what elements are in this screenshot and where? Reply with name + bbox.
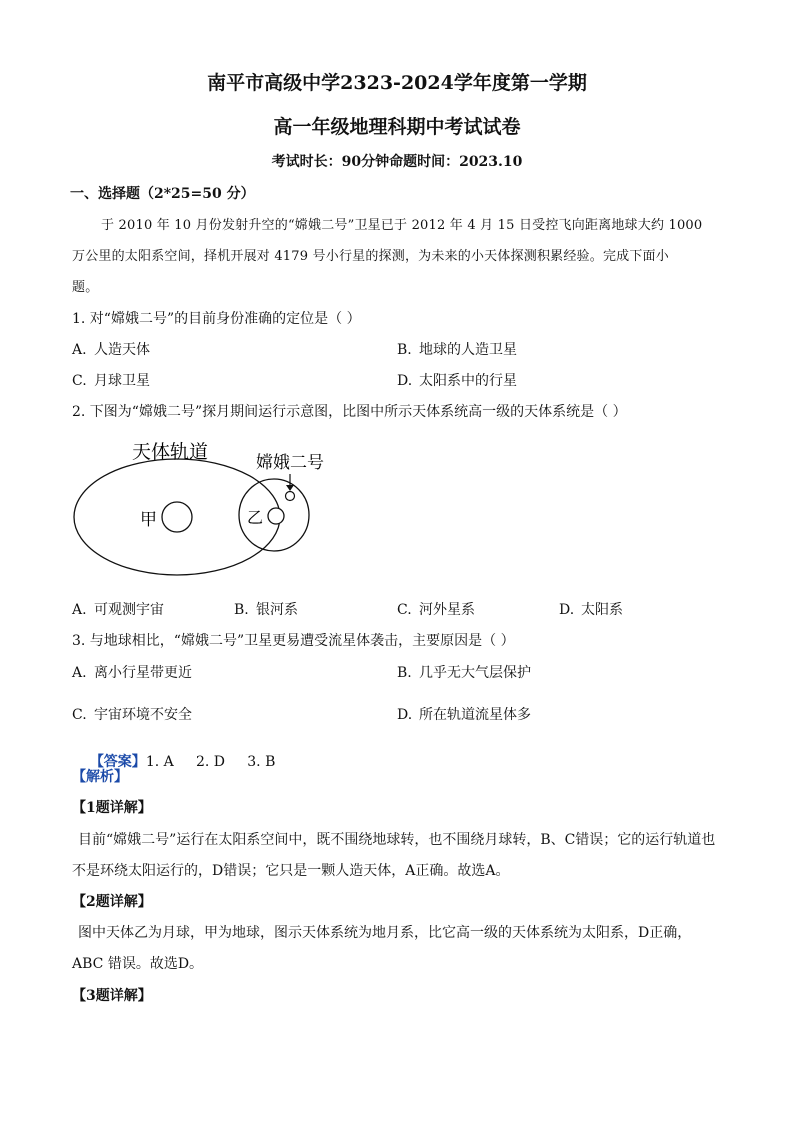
option-label: B. bbox=[397, 342, 412, 358]
option-label: B. bbox=[397, 665, 412, 681]
option-label: A. bbox=[72, 342, 87, 358]
exam-info: 考试时长：90分钟命题时间：2023.10 bbox=[271, 154, 523, 170]
body-jia-label: 甲 bbox=[140, 510, 157, 530]
question-1-stem: 1. 对“嫦娥二号”的目前身份准确的定位是（ ） bbox=[72, 311, 361, 327]
q3-option-a[interactable] bbox=[72, 662, 192, 682]
q1-option-b[interactable] bbox=[397, 339, 517, 359]
option-text: 宇宙环境不安全 bbox=[94, 707, 192, 723]
section-heading: 一、选择题（2*25=50 分） bbox=[70, 186, 255, 202]
option-label: C. bbox=[72, 373, 87, 389]
option-text: 银河系 bbox=[256, 602, 298, 618]
exam-title: 南平市高级中学2323-2024学年度第一学期 bbox=[207, 72, 587, 94]
passage-line-3: 题。 bbox=[72, 280, 99, 295]
q3-option-c[interactable] bbox=[72, 704, 192, 724]
detail-2-heading: 【2题详解】 bbox=[72, 894, 152, 910]
probe-circle bbox=[286, 492, 295, 501]
q1-option-c[interactable] bbox=[72, 370, 150, 390]
option-label: D. bbox=[397, 373, 413, 389]
option-label: C. bbox=[72, 707, 87, 723]
option-text: 地球的人造卫星 bbox=[419, 342, 517, 358]
option-label: D. bbox=[559, 602, 575, 618]
option-label: B. bbox=[234, 602, 249, 618]
option-text: 人造天体 bbox=[94, 342, 150, 358]
q2-option-a[interactable] bbox=[72, 599, 164, 619]
option-text: 可观测宇宙 bbox=[94, 602, 164, 618]
option-text: 河外星系 bbox=[419, 602, 475, 618]
body-jia-circle bbox=[162, 502, 192, 532]
option-text: 所在轨道流星体多 bbox=[419, 707, 531, 723]
detail-2-line-2: ABC 错误。故选D。 bbox=[72, 956, 204, 972]
option-text: 离小行星带更近 bbox=[94, 665, 192, 681]
q3-option-b[interactable] bbox=[397, 662, 531, 682]
q2-option-b[interactable] bbox=[234, 599, 298, 619]
passage-line-1: 于 2010 年 10 月份发射升空的“嫦娥二号”卫星已于 2012 年 4 月 15 日受控飞向距离地球大约 1000 bbox=[101, 218, 703, 233]
exam-subtitle: 高一年级地理科期中考试试卷 bbox=[273, 116, 521, 138]
passage-line-2: 万公里的太阳系空间，择机开展对 4179 号小行星的探测，为未来的小天体探测积累经验。完成下面小 bbox=[72, 249, 669, 264]
orbit-diagram bbox=[60, 430, 360, 600]
option-label: A. bbox=[72, 602, 87, 618]
detail-1-line-2: 不是环绕太阳运行的，D错误；它只是一颗人造天体，A正确。故选A。 bbox=[72, 863, 510, 879]
option-label: A. bbox=[72, 665, 87, 681]
probe-label: 嫦娥二号 bbox=[256, 453, 324, 473]
option-text: 月球卫星 bbox=[94, 373, 150, 389]
q1-option-d[interactable] bbox=[397, 370, 517, 390]
question-3-stem: 3. 与地球相比，“嫦娥二号”卫星更易遭受流星体袭击，主要原因是（ ） bbox=[72, 633, 515, 649]
body-yi-label: 乙 bbox=[247, 508, 264, 527]
orbit-label: 天体轨道 bbox=[132, 441, 209, 463]
option-label: D. bbox=[397, 707, 413, 723]
q2-option-c[interactable] bbox=[397, 599, 475, 619]
q1-option-a[interactable] bbox=[72, 339, 150, 359]
answer-tag: 【答案】 bbox=[89, 754, 146, 770]
question-2-stem: 2. 下图为“嫦娥二号”探月期间运行示意图，比图中所示天体系统高一级的天体系统是（ ） bbox=[72, 404, 627, 420]
q2-option-d[interactable] bbox=[559, 599, 623, 619]
detail-3-heading: 【3题详解】 bbox=[72, 988, 152, 1004]
detail-2-line-1: 图中天体乙为月球，甲为地球，图示天体系统为地月系，比它高一级的天体系统为太阳系，D正确， bbox=[78, 925, 692, 941]
option-text: 太阳系 bbox=[581, 602, 623, 618]
answer-values: 1. A 2. D 3. B bbox=[145, 754, 276, 770]
option-text: 太阳系中的行星 bbox=[419, 373, 517, 389]
probe-arrowhead bbox=[286, 485, 294, 491]
analysis-tag: 【解析】 bbox=[72, 769, 128, 785]
body-yi-circle bbox=[268, 508, 284, 524]
option-text: 几乎无大气层保护 bbox=[419, 665, 531, 681]
q3-option-d[interactable] bbox=[397, 704, 531, 724]
detail-1-line-1: 目前“嫦娥二号”运行在太阳系空间中，既不围绕地球转，也不围绕月球转，B、C错误；它的运行轨道也 bbox=[78, 832, 716, 848]
detail-1-heading: 【1题详解】 bbox=[72, 800, 152, 816]
option-label: C. bbox=[397, 602, 412, 618]
